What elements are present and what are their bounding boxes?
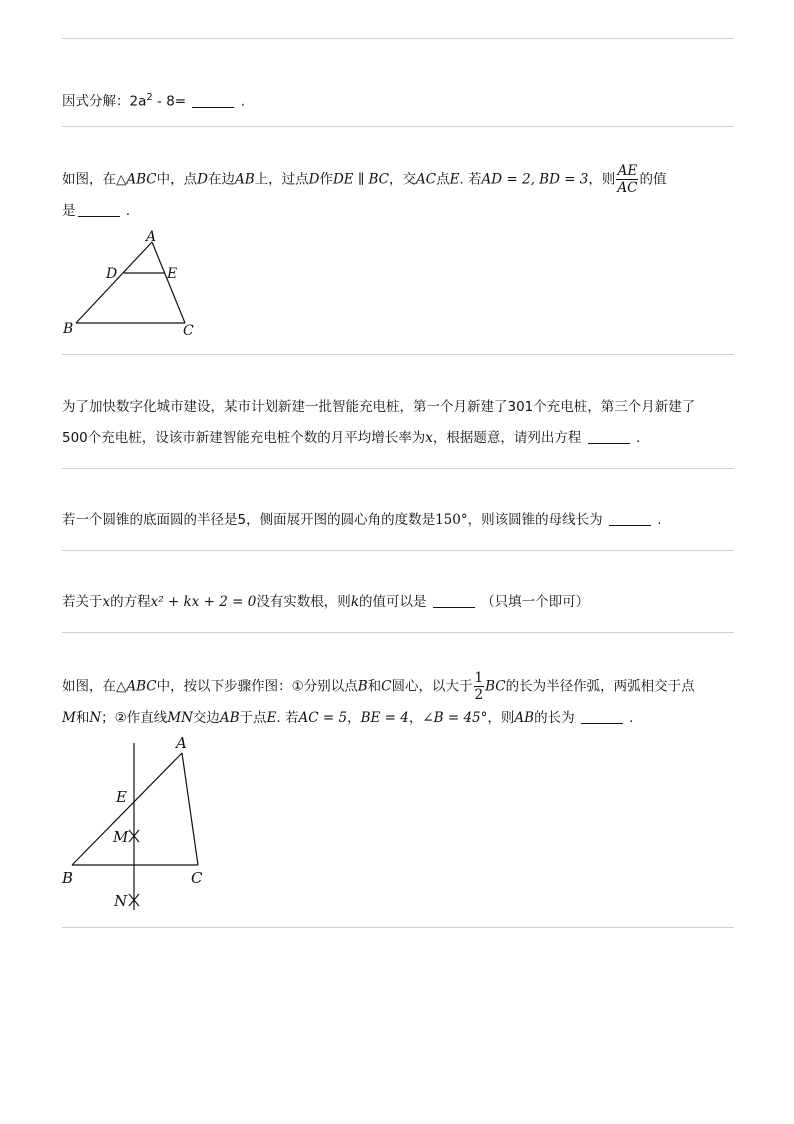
- q6-condition: AC = 5: [298, 710, 348, 726]
- divider: [62, 927, 734, 928]
- q5-note: （只填一个即可）: [481, 594, 590, 610]
- q2-text: 点: [436, 171, 450, 188]
- q6-text: 和: [367, 678, 382, 695]
- q2-text: 上，过点: [254, 171, 309, 188]
- question-2-line-1: [62, 163, 734, 196]
- q6-text: 中，按以下步骤作图：①分别以点: [156, 678, 358, 695]
- q2-text: 作: [319, 171, 333, 188]
- q6-text: 圆心，以大于: [391, 678, 473, 695]
- q6-text: ；②作直线: [101, 710, 168, 726]
- q3-text: 500个充电桩，设该市新建智能充电桩个数的月平均增长率为: [62, 430, 426, 446]
- answer-blank[interactable]: [588, 429, 630, 444]
- label-n: N: [114, 892, 128, 910]
- segment-ac: [152, 242, 185, 323]
- q2-text: 的值: [639, 171, 667, 188]
- q6-triangle-figure: [55, 730, 225, 915]
- q2-fraction: [616, 163, 638, 196]
- answer-blank[interactable]: [433, 593, 475, 608]
- q5-text: 的方程: [110, 594, 151, 610]
- q1-suffix: - 8=: [152, 93, 191, 110]
- label-a: A: [176, 734, 187, 752]
- question-3-line-1: [62, 392, 734, 423]
- q6-text: 和: [75, 710, 90, 726]
- q6-text: . 若: [276, 710, 299, 726]
- label-a: A: [146, 229, 157, 245]
- q6-end: .: [629, 710, 634, 726]
- q6-fraction: [474, 670, 485, 703]
- q4-angle: 150°: [435, 512, 468, 528]
- label-d: D: [106, 266, 118, 282]
- q5-text: 没有实数根，则: [256, 594, 351, 610]
- answer-blank[interactable]: [192, 93, 234, 108]
- q6-segment: AB: [219, 710, 240, 726]
- q6-segment: AB: [514, 710, 535, 726]
- q1-exponent: 2: [146, 92, 153, 103]
- q6-point: E: [266, 710, 277, 726]
- q2-point: D: [308, 171, 320, 188]
- q2-text: ，则: [588, 171, 616, 188]
- q3-variable: x: [425, 430, 433, 446]
- q2-condition: AD = 2, BD = 3: [481, 171, 589, 188]
- q2-segment: AC: [415, 171, 437, 188]
- divider: [62, 468, 734, 469]
- q6-separator: ，: [408, 710, 423, 726]
- q2-segment: AB: [234, 171, 255, 188]
- answer-blank[interactable]: [78, 202, 120, 217]
- q5-text: 的值可以是: [359, 594, 427, 610]
- answer-blank[interactable]: [609, 511, 651, 526]
- segment-ab: [76, 242, 152, 323]
- q5-equation: x² + kx + 2 = 0: [150, 594, 257, 610]
- q2-text: 是: [62, 203, 76, 219]
- q6-triangle: △ABC: [116, 678, 157, 695]
- label-c: C: [183, 323, 194, 339]
- divider: [62, 632, 734, 633]
- label-e: E: [116, 788, 127, 806]
- label-b: B: [62, 869, 74, 887]
- question-3-line-2: [62, 423, 734, 454]
- q2-text: 在边: [207, 171, 235, 188]
- q5-variable: x: [102, 594, 111, 610]
- q6-point: C: [381, 678, 392, 695]
- q6-text: 如图，在: [62, 678, 116, 695]
- q6-text: 的长为: [534, 710, 575, 726]
- q6-condition: ∠B = 45°: [422, 710, 488, 726]
- question-1: [62, 82, 734, 118]
- q1-end: .: [240, 93, 245, 110]
- fraction-denominator: AC: [617, 180, 638, 196]
- q6-segment: BC: [485, 678, 506, 695]
- q2-text: 中，点: [156, 171, 198, 188]
- q2-parallel: DE ∥ BC: [332, 171, 389, 188]
- q2-end: .: [125, 203, 131, 219]
- q6-point: N: [89, 710, 102, 726]
- q4-text: ，则该圆锥的母线长为: [467, 512, 603, 528]
- fraction-numerator: AE: [617, 163, 638, 179]
- q4-text: 若一个圆锥的底面圆的半径是5，侧面展开图的圆心角的度数是: [62, 512, 436, 528]
- q6-text: 于点: [239, 710, 267, 726]
- segment-ac: [182, 753, 198, 865]
- q6-point: M: [62, 710, 76, 726]
- q6-line: MN: [167, 710, 193, 726]
- q5-text: 若关于: [62, 594, 103, 610]
- q6-text: 的长为半径作弧，两弧相交于点: [505, 678, 695, 695]
- question-5: [62, 587, 734, 618]
- q2-text: 如图，在: [62, 171, 116, 188]
- q3-text: 为了加快数字化城市建设，某市计划新建一批智能充电桩，第一个月新建了301个充电桩，第三个月新建了: [62, 399, 696, 415]
- label-m: M: [113, 828, 129, 846]
- label-c: C: [191, 869, 203, 887]
- q2-text: . 若: [459, 171, 482, 188]
- q6-separator: ，: [347, 710, 361, 726]
- q2-point: D: [197, 171, 208, 188]
- divider: [62, 38, 734, 39]
- answer-blank[interactable]: [581, 709, 623, 724]
- question-4: [62, 505, 734, 536]
- label-e: E: [167, 266, 178, 282]
- label-b: B: [63, 321, 74, 337]
- q2-point: E: [449, 171, 460, 188]
- divider: [62, 126, 734, 127]
- divider: [62, 550, 734, 551]
- question-6-line-1: [62, 670, 734, 703]
- q2-text: ，交: [388, 171, 416, 188]
- q1-prefix: 因式分解：2a: [62, 93, 147, 110]
- q2-triangle-figure: [55, 226, 215, 346]
- q4-end: .: [657, 512, 662, 528]
- q6-point: B: [357, 678, 368, 695]
- segment-ab: [72, 753, 182, 865]
- q3-end: .: [636, 430, 641, 446]
- fraction-denominator: 2: [474, 687, 484, 703]
- q3-text: ，根据题意，请列出方程: [432, 430, 582, 446]
- q6-text: ，则: [487, 710, 515, 726]
- fraction-numerator: 1: [474, 670, 484, 686]
- q6-text: 交边: [192, 710, 220, 726]
- divider: [62, 354, 734, 355]
- q2-triangle: △ABC: [116, 171, 157, 188]
- question-2-line-2: [62, 196, 734, 227]
- q5-variable: k: [350, 594, 359, 610]
- q6-condition: BE = 4: [360, 710, 409, 726]
